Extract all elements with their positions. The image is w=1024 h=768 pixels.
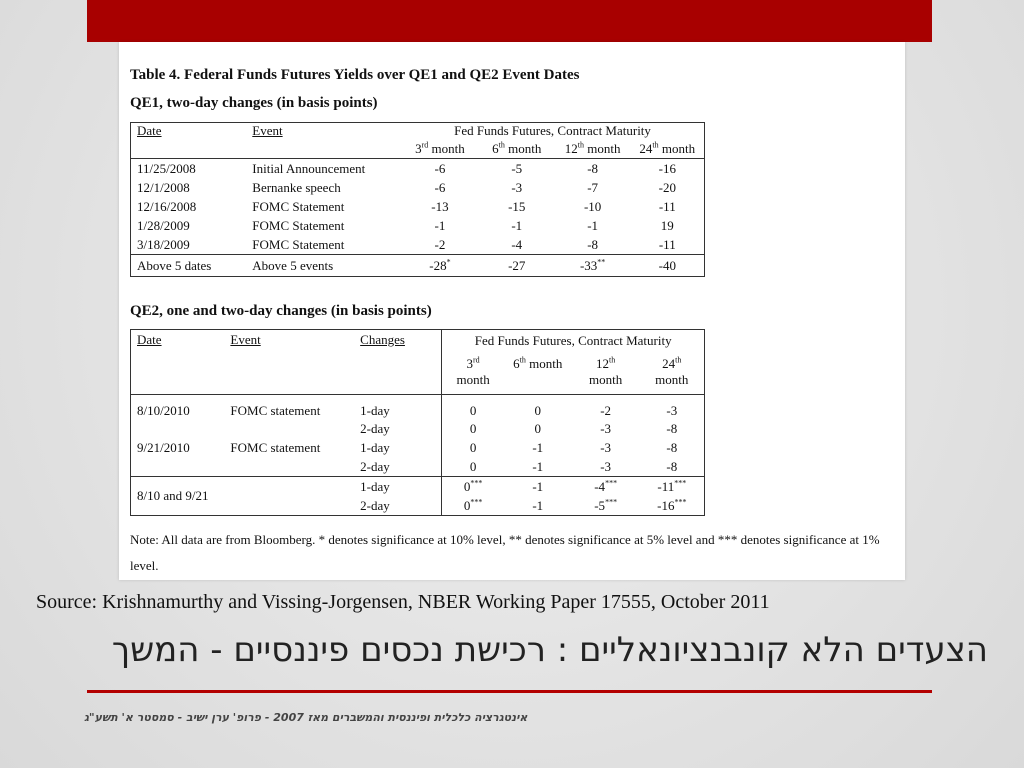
table-row: 11/25/2008 Initial Announcement -6 -5 -8 -16 (137, 160, 676, 176)
table-row: 3/18/2009 FOMC Statement -2 -4 -8 -11 (137, 236, 676, 252)
table-note: Note: All data are from Bloomberg. * denotes significance at 10% level, ** denotes significance at 5% level and *** denotes significance at 1% level. (130, 532, 880, 573)
qe2-col-m6: 6th month (513, 355, 563, 371)
qe1-col-m12: 12th month (555, 139, 631, 159)
qe2-col-m3: 3rd month (442, 352, 504, 392)
qe2-col-event: Event (230, 332, 261, 347)
table-title: Table 4. Federal Funds Futures Yields over QE1 and QE2 Event Dates (130, 67, 580, 83)
qe1-col-m24: 24th month (631, 139, 705, 159)
table-row: 2-day 0 -1 -3 -8 (131, 457, 705, 477)
summary-row: 2-day 0*** -1 -5*** -16*** (131, 496, 705, 516)
qe1-col-date: Date (131, 123, 247, 159)
qe2-col-m24: 24th month (655, 355, 689, 387)
slide-footer: אינטגרציה כלכלית ופיננסית והמשברים מאז 2007 - פרופ' ערן ישיב - סמסטר א' תשע"ג (84, 711, 528, 724)
table-row: 12/16/2008 FOMC Statement -13 -15 -10 -11 (137, 198, 676, 214)
qe1-table (130, 122, 705, 277)
qe1-col-m3: 3rd month (401, 139, 479, 159)
summary-row: Above 5 dates Above 5 events -28* -27 -33** -40 (131, 255, 705, 277)
qe1-col-m6: 6th month (479, 139, 555, 159)
slide-title: הצעדים הלא קונבנציונאליים : רכישת נכסים פיננסיים - המשך (111, 630, 988, 670)
table-row: 1/28/2009 FOMC Statement -1 -1 -1 19 (137, 217, 674, 233)
table-image (119, 42, 905, 580)
summary-row: 8/10 and 9/21 1-day 0*** -1 -4*** -11*** (131, 477, 705, 497)
qe1-heading: QE1, two-day changes (in basis points) (130, 95, 378, 111)
qe2-group-header: Fed Funds Futures, Contract Maturity (442, 330, 705, 353)
table-row: 2-day 0 0 -3 -8 (131, 419, 705, 438)
top-accent-bar (87, 0, 932, 42)
qe1-group-header: Fed Funds Futures, Contract Maturity (454, 123, 651, 138)
qe2-col-changes: Changes (360, 332, 405, 347)
qe2-heading: QE2, one and two-day changes (in basis points) (130, 303, 432, 319)
source-caption: Source: Krishnamurthy and Vissing-Jorgensen, NBER Working Paper 17555, October 2011 (36, 591, 770, 613)
table-row: 8/10/2010 FOMC statement 1-day 0 0 -2 -3 (131, 395, 705, 420)
qe1-col-event: Event (246, 123, 401, 159)
qe2-col-m12: 12th month (589, 355, 623, 387)
title-divider (87, 690, 932, 693)
table-row: 12/1/2008 Bernanke speech -6 -3 -7 -20 (137, 179, 676, 195)
qe2-table (130, 329, 705, 516)
table-row: 9/21/2010 FOMC statement 1-day 0 -1 -3 -8 (131, 438, 705, 457)
qe2-col-date: Date (137, 332, 162, 347)
